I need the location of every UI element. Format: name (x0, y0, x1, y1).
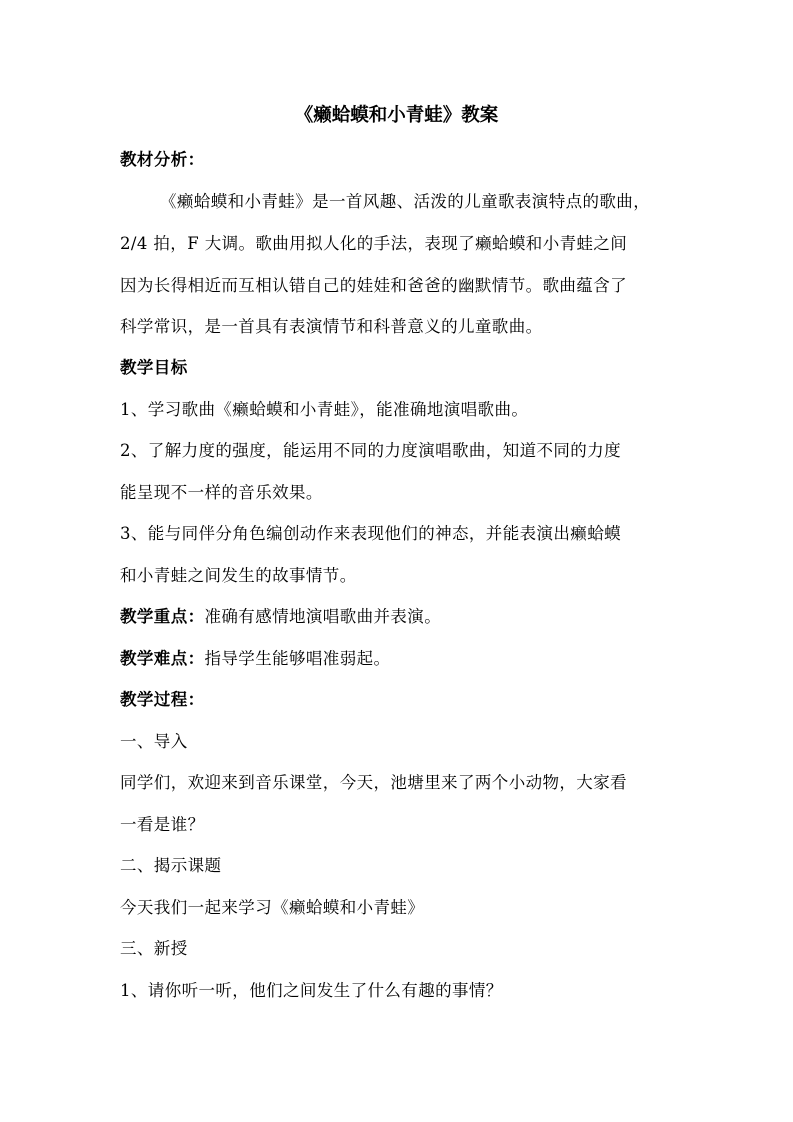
section-1-heading: 一、导入 (120, 732, 188, 751)
section-1-line-1: 同学们，欢迎来到音乐课堂，今天，池塘里来了两个小动物，大家看 (120, 773, 627, 792)
analysis-line-3: 因为长得相近而互相认错自己的娃娃和爸爸的幽默情节。歌曲蕴含了 (120, 276, 627, 295)
goals-heading: 教学目标 (120, 358, 188, 377)
process-heading: 教学过程： (120, 690, 205, 709)
section-1-line-2: 一看是谁？ (120, 815, 205, 834)
goal-1: 1、学习歌曲《癞蛤蟆和小青蛙》，能准确地演唱歌曲。 (120, 400, 529, 419)
key-point (120, 607, 680, 627)
key-point-text: 准确有感情地演唱歌曲并表演。 (204, 607, 442, 626)
analysis-line-2: 2/4 拍，F 大调。歌曲用拟人化的手法，表现了癞蛤蟆和小青蛙之间 (120, 234, 628, 253)
section-2-heading: 二、揭示课题 (120, 856, 222, 875)
key-point-label: 教学重点： (120, 607, 205, 626)
analysis-line-1: 《癞蛤蟆和小青蛙》是一首风趣、活泼的儿童歌表演特点的歌曲， (160, 192, 651, 211)
difficulty-text: 指导学生能够唱准弱起。 (204, 649, 391, 668)
difficulty-point (120, 649, 680, 669)
page-title: 《癞蛤蟆和小青蛙》教案 (294, 105, 499, 126)
goal-3-line-2: 和小青蛙之间发生的故事情节。 (120, 566, 357, 585)
goal-3-line-1: 3、能与同伴分角色编创动作来表现他们的神态，并能表演出癞蛤蟆 (120, 524, 621, 543)
goal-2-line-2: 能呈现不一样的音乐效果。 (120, 483, 323, 502)
difficulty-label: 教学难点： (120, 649, 205, 668)
section-3-heading: 三、新授 (120, 939, 188, 958)
section-3-item-1: 1、请你听一听，他们之间发生了什么有趣的事情？ (120, 981, 503, 1000)
analysis-line-4: 科学常识，是一首具有表演情节和科普意义的儿童歌曲。 (120, 317, 543, 336)
goal-2-line-1: 2、了解力度的强度，能运用不同的力度演唱歌曲，知道不同的力度 (120, 441, 621, 460)
analysis-heading: 教材分析： (120, 150, 205, 169)
section-2-text: 今天我们一起来学习《癞蛤蟆和小青蛙》 (120, 898, 425, 917)
